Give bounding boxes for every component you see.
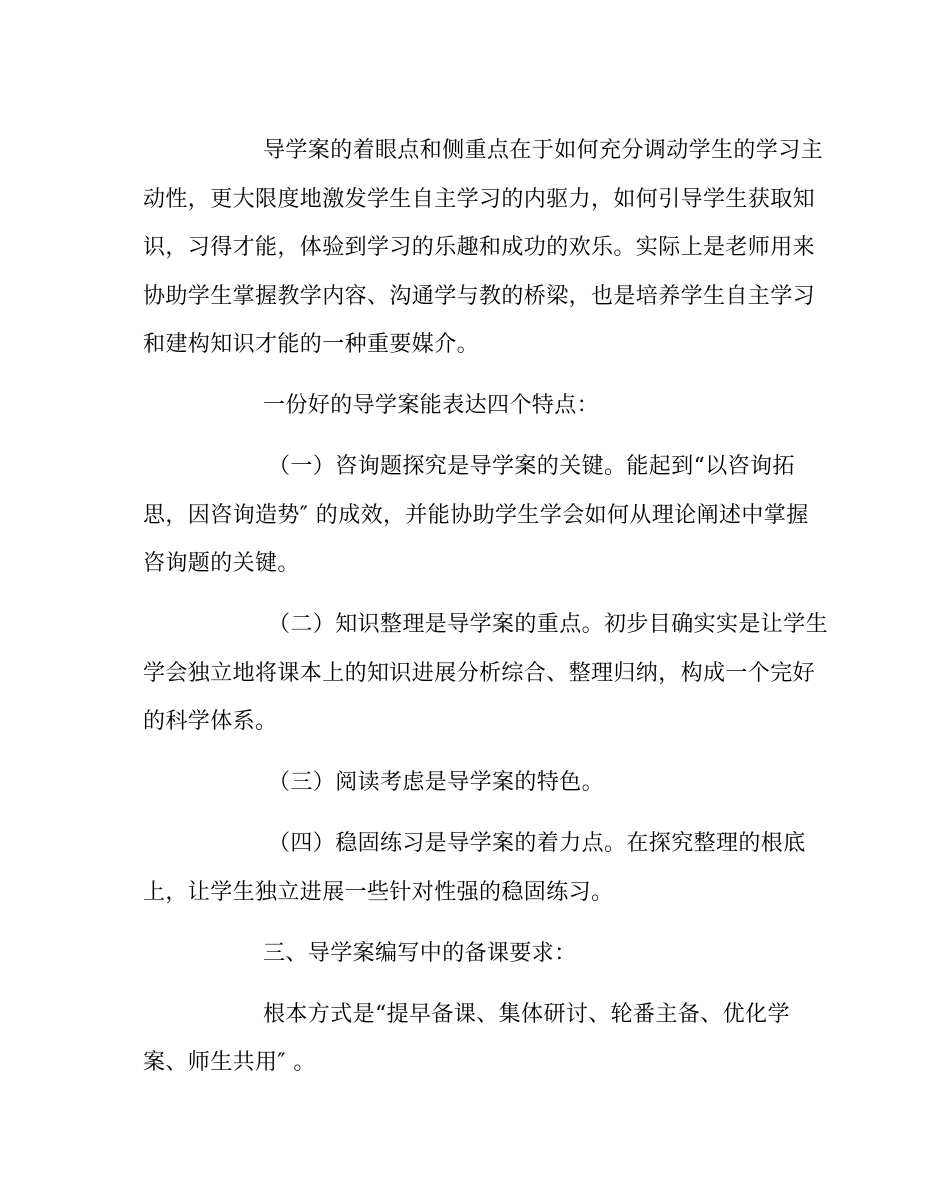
text-line: 三、导学案编写中的备课要求： [263,940,577,966]
text-line: （二）知识整理是导学案的重点。初步目确实实是让学生 [268,612,829,637]
paragraph-four-features-intro [143,382,805,431]
text-line: （一）咨询题探究是导学案的关键。能起到“以咨询拓 [268,454,795,479]
section-heading-3 [143,930,805,979]
text-line: （四）稳固练习是导学案的着力点。在探究整理的根底 [268,831,806,856]
text-line: 案、师生共用″ 。 [143,1050,316,1075]
paragraph-feature-3 [143,759,805,808]
text-line: 一份好的导学案能表达四个特点： [263,393,600,418]
paragraph-feature-1 [143,443,809,589]
paragraph-purpose [143,127,824,370]
paragraph-feature-2 [143,601,829,747]
text-line: （三）阅读考虑是导学案的特色。 [268,770,605,795]
text-line: 协助学生掌握教学内容、沟通学与教的桥梁，也是培养学生自主学习 [143,283,816,309]
text-line: 动性，更大限度地激发学生自主学习的内驱力，如何引导学生获取知 [143,186,816,212]
text-line: 咨询题的关键。 [143,551,300,576]
text-line: 根本方式是“提早备课、集体研讨、轮番主备、优化学 [263,1001,790,1027]
text-line: 上，让学生独立进展一些针对性强的稳固练习。 [143,879,614,905]
text-line: 思，因咨询造势″ 的成效，并能协助学生学会如何从理论阐述中掌握 [143,502,809,528]
text-line: 导学案的着眼点和侧重点在于如何充分调动学生的学习主 [263,138,824,163]
paragraph-feature-4 [143,820,805,917]
text-line: 的科学体系。 [143,709,278,734]
text-line: 学会独立地将课本上的知识进展分析综合、整理归纳，构成一个完好 [143,660,816,686]
paragraph-basic-method [143,991,805,1088]
document-body [143,127,829,1100]
text-line: 和建构知识才能的一种重要媒介。 [143,332,480,357]
text-line: 识，习得才能，体验到学习的乐趣和成功的欢乐。实际上是老师用来 [143,235,816,260]
